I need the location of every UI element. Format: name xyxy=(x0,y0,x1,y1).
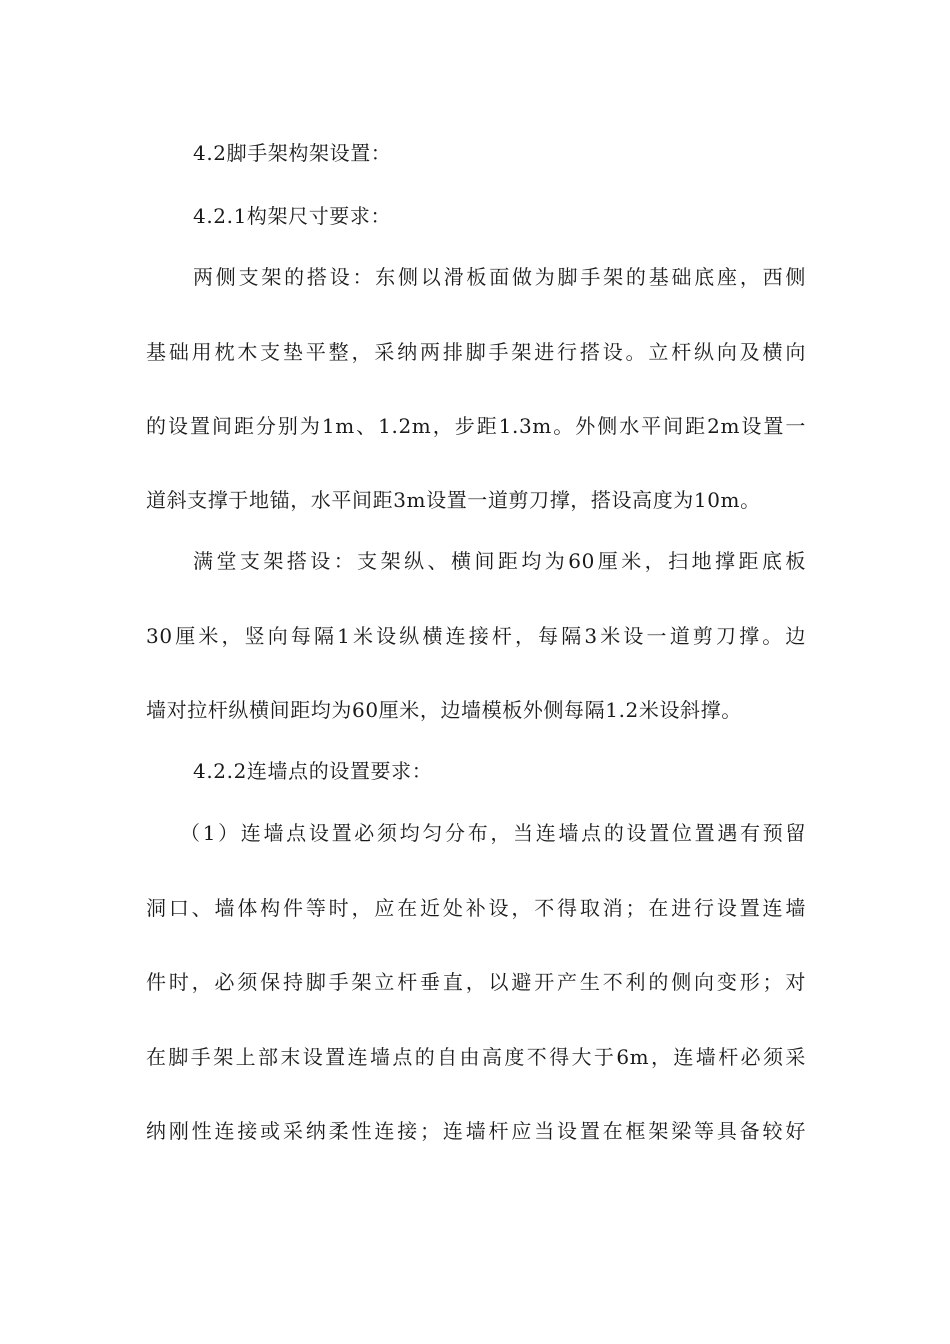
paragraph-line: 洞口、墙体构件等时，应在近处补设，不得取消；在进行设置连墙 xyxy=(146,896,806,920)
section-heading-4-2: 4.2脚手架构架设置： xyxy=(193,141,392,165)
paragraph-line: 两侧支架的搭设：东侧以滑板面做为脚手架的基础底座，西侧 xyxy=(193,265,806,289)
paragraph-line: 件时，必须保持脚手架立杆垂直，以避开产生不利的侧向变形；对 xyxy=(146,970,806,994)
paragraph-line: 在脚手架上部末设置连墙点的自由高度不得大于6m，连墙杆必须采 xyxy=(146,1045,806,1069)
paragraph-line: 的设置间距分别为1m、1.2m，步距1.3m。外侧水平间距2m设置一 xyxy=(146,414,806,438)
section-heading-4-2-1: 4.2.1构架尺寸要求： xyxy=(193,204,392,228)
paragraph-line: 30厘米，竖向每隔1米设纵横连接杆，每隔3米设一道剪刀撑。边 xyxy=(146,624,806,648)
paragraph-line: 道斜支撑于地锚，水平间距3m设置一道剪刀撑，搭设高度为10m。 xyxy=(146,488,761,512)
paragraph-line: （1）连墙点设置必须均匀分布，当连墙点的设置位置遇有预留 xyxy=(180,821,806,845)
paragraph-line: 纳刚性连接或采纳柔性连接；连墙杆应当设置在框架梁等具备较好 xyxy=(146,1119,806,1143)
paragraph-line: 基础用枕木支垫平整，采纳两排脚手架进行搭设。立杆纵向及横向 xyxy=(146,340,806,364)
paragraph-line: 满堂支架搭设：支架纵、横间距均为60厘米，扫地撑距底板 xyxy=(193,549,806,573)
paragraph-line: 墙对拉杆纵横间距均为60厘米，边墙模板外侧每隔1.2米设斜撑。 xyxy=(146,698,742,722)
section-heading-4-2-2: 4.2.2连墙点的设置要求： xyxy=(193,759,433,783)
